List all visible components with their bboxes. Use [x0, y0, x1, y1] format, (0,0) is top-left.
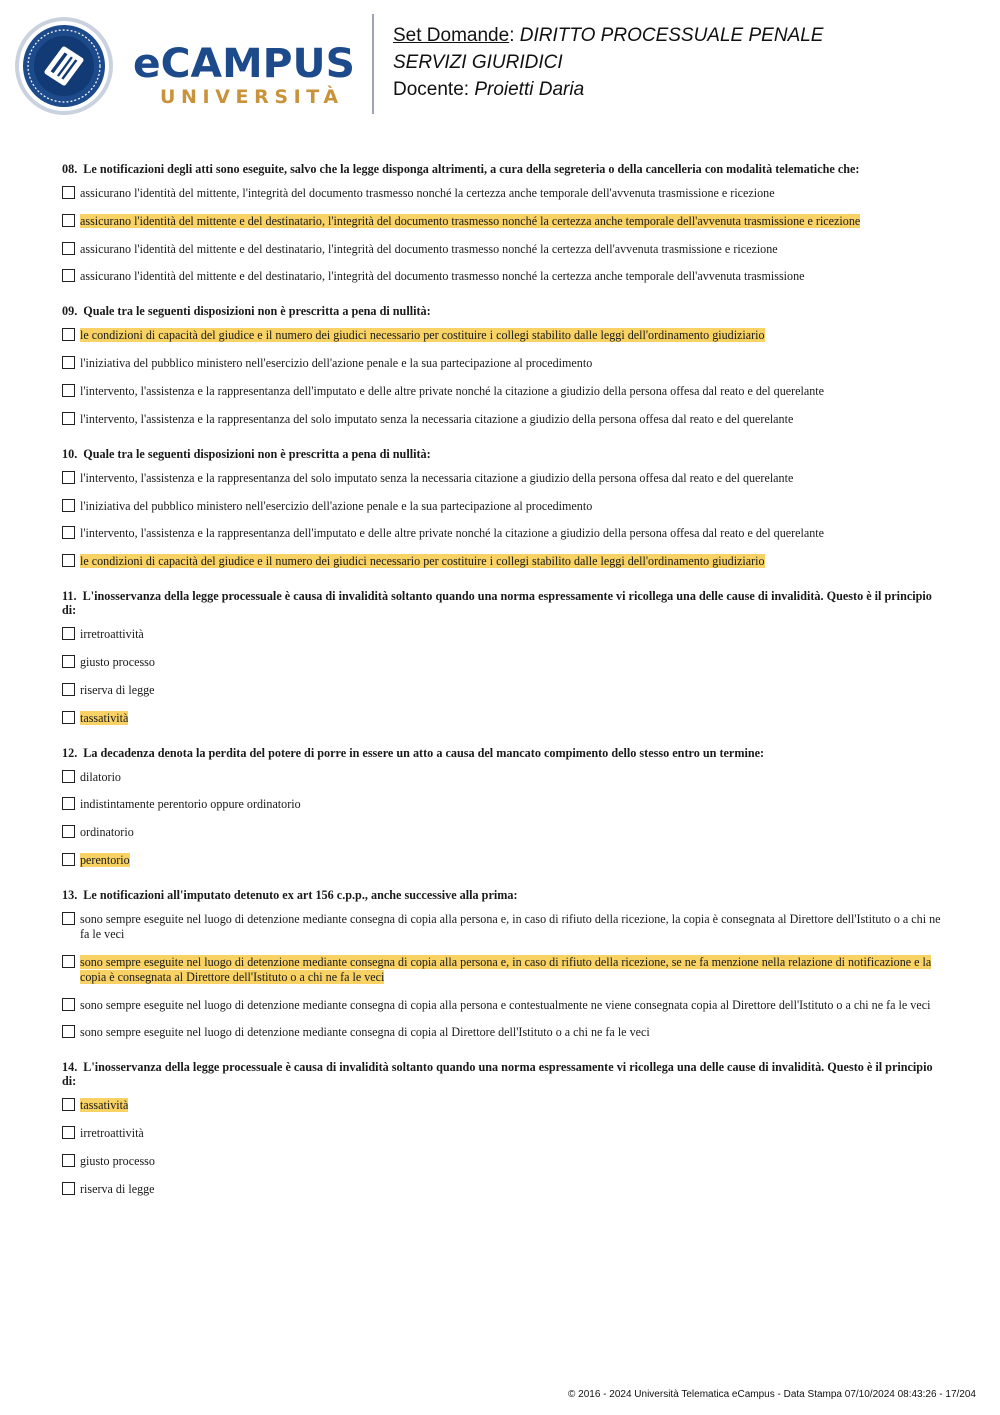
- answer-option: [62, 1126, 942, 1141]
- answer-text-highlighted: perentorio: [80, 852, 130, 867]
- answer-text: irretroattività: [80, 627, 144, 642]
- set-title-line: Set Domande: DIRITTO PROCESSUALE PENALE: [393, 25, 824, 46]
- checkbox-icon[interactable]: [62, 328, 75, 341]
- checkbox-icon[interactable]: [62, 269, 75, 282]
- checkbox-icon[interactable]: [62, 770, 75, 783]
- answer-option: [62, 853, 942, 868]
- answer-text-highlighted: le condizioni di capacità del giudice e il numero dei giudici necessario per costituire i collegi stabilito dalle leggi dell'ordinamento giudiziario: [80, 554, 765, 569]
- set-subtitle-line: [393, 49, 823, 76]
- set-subtitle: SERVIZI GIURIDICI: [393, 52, 563, 73]
- question-number: 13.: [62, 887, 78, 902]
- question-title: [62, 447, 942, 461]
- checkbox-icon[interactable]: [62, 655, 75, 668]
- question-title: [62, 304, 942, 318]
- answer-option: [62, 770, 942, 785]
- question-number: 11.: [62, 589, 77, 604]
- answer-option: [62, 356, 942, 371]
- question-block: [62, 746, 942, 868]
- answer-text: l'intervento, l'assistenza e la rappresentanza del solo imputato senza la necessaria citazione a giudizio della persona offesa dal reato e del querelante: [80, 411, 794, 426]
- logo-text: eCAMPUS: [133, 42, 355, 82]
- checkbox-icon[interactable]: [62, 711, 75, 724]
- question-block: [62, 447, 942, 569]
- question-title: [62, 746, 942, 760]
- question-list: [62, 162, 942, 1217]
- answer-option: [62, 1098, 942, 1113]
- answer-text: assicurano l'identità del mittente, l'integrità del documento trasmesso nonché la certezza anche temporale dell'avvenuta trasmissione e ricezione: [80, 186, 775, 200]
- question-title: [62, 589, 942, 617]
- checkbox-icon[interactable]: [62, 242, 75, 255]
- question-number: 12.: [62, 745, 78, 760]
- page-header: [0, 0, 1000, 130]
- answer-option: [62, 499, 942, 514]
- answer-text: assicurano l'identità del mittente e del destinatario, l'integrità del documento trasmesso nonché la certezza anche temporale dell'avvenuta trasmissione: [80, 269, 805, 284]
- ecampus-wordmark: [133, 42, 355, 82]
- question-number: 14.: [62, 1060, 78, 1075]
- question-block: [62, 888, 942, 1040]
- checkbox-icon[interactable]: [62, 499, 75, 512]
- checkbox-icon[interactable]: [62, 356, 75, 369]
- checkbox-icon[interactable]: [62, 186, 75, 199]
- question-title: [62, 1060, 942, 1088]
- answer-text-highlighted: sono sempre eseguite nel luogo di detenzione mediante consegna di copia alla persona e, in caso di rifiuto della ricezione, se ne fa menzione nella relazione di notificazione e la copia è consegnata al Direttore dell'Istituto o a chi ne fa le veci: [80, 954, 932, 984]
- question-text: L'inosservanza della legge processuale è causa di invalidità soltanto quando una norma espressamente vi ricollega una delle cause di invalidità. Questo è il principio di:: [62, 589, 932, 618]
- header-divider: [372, 14, 374, 114]
- question-text: La decadenza denota la perdita del potere di porre in essere un atto a causa del mancato compimento dello stesso entro un termine:: [83, 745, 765, 760]
- checkbox-icon[interactable]: [62, 554, 75, 567]
- checkbox-icon[interactable]: [62, 825, 75, 838]
- answer-option: [62, 998, 942, 1013]
- answer-text: riserva di legge: [80, 682, 155, 697]
- checkbox-icon[interactable]: [62, 471, 75, 484]
- answer-option: [62, 655, 942, 670]
- answer-option: [62, 554, 942, 569]
- answer-text: ordinatorio: [80, 825, 134, 840]
- answer-text-highlighted: le condizioni di capacità del giudice e il numero dei giudici necessario per costituire i collegi stabilito dalle leggi dell'ordinamento giudiziario: [80, 328, 765, 343]
- answer-option: [62, 912, 942, 942]
- answer-text: dilatorio: [80, 769, 121, 784]
- question-text: Quale tra le seguenti disposizioni non è prescritta a pena di nullità:: [83, 304, 431, 319]
- checkbox-icon[interactable]: [62, 1154, 75, 1167]
- question-title: [62, 162, 942, 176]
- answer-option: [62, 471, 942, 486]
- checkbox-icon[interactable]: [62, 214, 75, 227]
- question-text: Le notificazioni all'imputato detenuto ex art 156 c.p.p., anche successive alla prima:: [83, 887, 518, 902]
- checkbox-icon[interactable]: [62, 1126, 75, 1139]
- answer-option: [62, 242, 942, 257]
- checkbox-icon[interactable]: [62, 384, 75, 397]
- answer-option: [62, 1182, 942, 1197]
- answer-text: sono sempre eseguite nel luogo di detenzione mediante consegna di copia al Direttore dell'Istituto o a chi ne fa le veci: [80, 1025, 650, 1040]
- answer-option: [62, 627, 942, 642]
- checkbox-icon[interactable]: [62, 955, 75, 968]
- answer-option: [62, 683, 942, 698]
- docente-name: Proietti Daria: [474, 79, 585, 100]
- answer-text: indistintamente perentorio oppure ordinatorio: [80, 797, 301, 812]
- answer-text: sono sempre eseguite nel luogo di detenzione mediante consegna di copia alla persona e contestualmente ne viene consegnata copia al Direttore dell'Istituto o a chi ne fa le veci: [80, 997, 931, 1012]
- answer-text-highlighted: tassatività: [80, 710, 129, 725]
- answer-option: [62, 526, 942, 541]
- answer-option: [62, 797, 942, 812]
- checkbox-icon[interactable]: [62, 998, 75, 1011]
- answer-option: [62, 825, 942, 840]
- answer-option: [62, 1025, 942, 1040]
- answer-text: giusto processo: [80, 1153, 155, 1168]
- set-title: DIRITTO PROCESSUALE PENALE: [519, 25, 824, 46]
- answer-text: l'intervento, l'assistenza e la rappresentanza dell'imputato e delle altre private nonché la citazione a giudizio della persona offesa dal reato e del querelante: [80, 526, 825, 541]
- checkbox-icon[interactable]: [62, 526, 75, 539]
- answer-option: [62, 214, 942, 229]
- checkbox-icon[interactable]: [62, 853, 75, 866]
- question-block: [62, 1060, 942, 1196]
- question-title: [62, 888, 942, 902]
- question-text: L'inosservanza della legge processuale è causa di invalidità soltanto quando una norma espressamente vi ricollega una delle cause di invalidità. Questo è il principio di:: [62, 1060, 933, 1089]
- ecampus-seal-logo: [14, 16, 114, 116]
- logo-subtext: UNIVERSITÀ: [160, 86, 344, 108]
- question-text: Le notificazioni degli atti sono eseguite, salvo che la legge disponga altrimenti, a cura della segreteria o della cancelleria con modalità telematiche che:: [83, 162, 860, 176]
- answer-text: l'iniziativa del pubblico ministero nell'esercizio dell'azione penale e la sua partecipazione al procedimento: [80, 498, 593, 513]
- answer-option: [62, 269, 942, 284]
- page-footer: © 2016 - 2024 Università Telematica eCampus - Data Stampa 07/10/2024 08:43:26 - 17/204: [568, 1389, 976, 1400]
- answer-text: riserva di legge: [80, 1181, 155, 1196]
- checkbox-icon[interactable]: [62, 412, 75, 425]
- answer-text: irretroattività: [80, 1126, 144, 1141]
- question-block: [62, 304, 942, 426]
- checkbox-icon[interactable]: [62, 683, 75, 696]
- checkbox-icon[interactable]: [62, 627, 75, 640]
- docente-line: [393, 76, 823, 103]
- checkbox-icon[interactable]: [62, 1182, 75, 1195]
- header-info: [393, 22, 823, 103]
- answer-text: l'iniziativa del pubblico ministero nell'esercizio dell'azione penale e la sua partecipazione al procedimento: [80, 356, 593, 371]
- answer-text: sono sempre eseguite nel luogo di detenzione mediante consegna di copia alla persona e, in caso di rifiuto della ricezione, la copia è consegnata al Direttore dell'Istituto o a chi ne fa le veci: [80, 911, 941, 941]
- answer-option: [62, 384, 942, 399]
- answer-option: [62, 328, 942, 343]
- answer-text-highlighted: tassatività: [80, 1098, 129, 1113]
- answer-text: assicurano l'identità del mittente e del destinatario, l'integrità del documento trasmesso nonché la certezza dell'avvenuta trasmissione e ricezione: [80, 241, 778, 256]
- answer-text: giusto processo: [80, 654, 155, 669]
- checkbox-icon[interactable]: [62, 1098, 75, 1111]
- question-number: 08.: [62, 162, 78, 176]
- set-label: Set Domande: [393, 25, 510, 46]
- question-number: 09.: [62, 304, 78, 319]
- answer-option: [62, 955, 942, 985]
- answer-option: [62, 1154, 942, 1169]
- docente-label: Docente:: [393, 79, 470, 100]
- answer-text-highlighted: assicurano l'identità del mittente e del destinatario, l'integrità del documento trasmesso nonché la certezza anche temporale dell'avvenuta trasmissione e ricezione: [80, 213, 861, 228]
- answer-text: l'intervento, l'assistenza e la rappresentanza dell'imputato e delle altre private nonché la citazione a giudizio della persona offesa dal reato e del querelante: [80, 383, 825, 398]
- answer-text: l'intervento, l'assistenza e la rappresentanza del solo imputato senza la necessaria citazione a giudizio della persona offesa dal reato e del querelante: [80, 470, 794, 485]
- question-block: [62, 162, 942, 284]
- question-number: 10.: [62, 446, 78, 461]
- checkbox-icon[interactable]: [62, 1025, 75, 1038]
- answer-option: [62, 412, 942, 427]
- checkbox-icon[interactable]: [62, 797, 75, 810]
- answer-option: [62, 186, 942, 201]
- question-block: [62, 589, 942, 725]
- checkbox-icon[interactable]: [62, 912, 75, 925]
- question-text: Quale tra le seguenti disposizioni non è prescritta a pena di nullità:: [83, 446, 431, 461]
- answer-option: [62, 711, 942, 726]
